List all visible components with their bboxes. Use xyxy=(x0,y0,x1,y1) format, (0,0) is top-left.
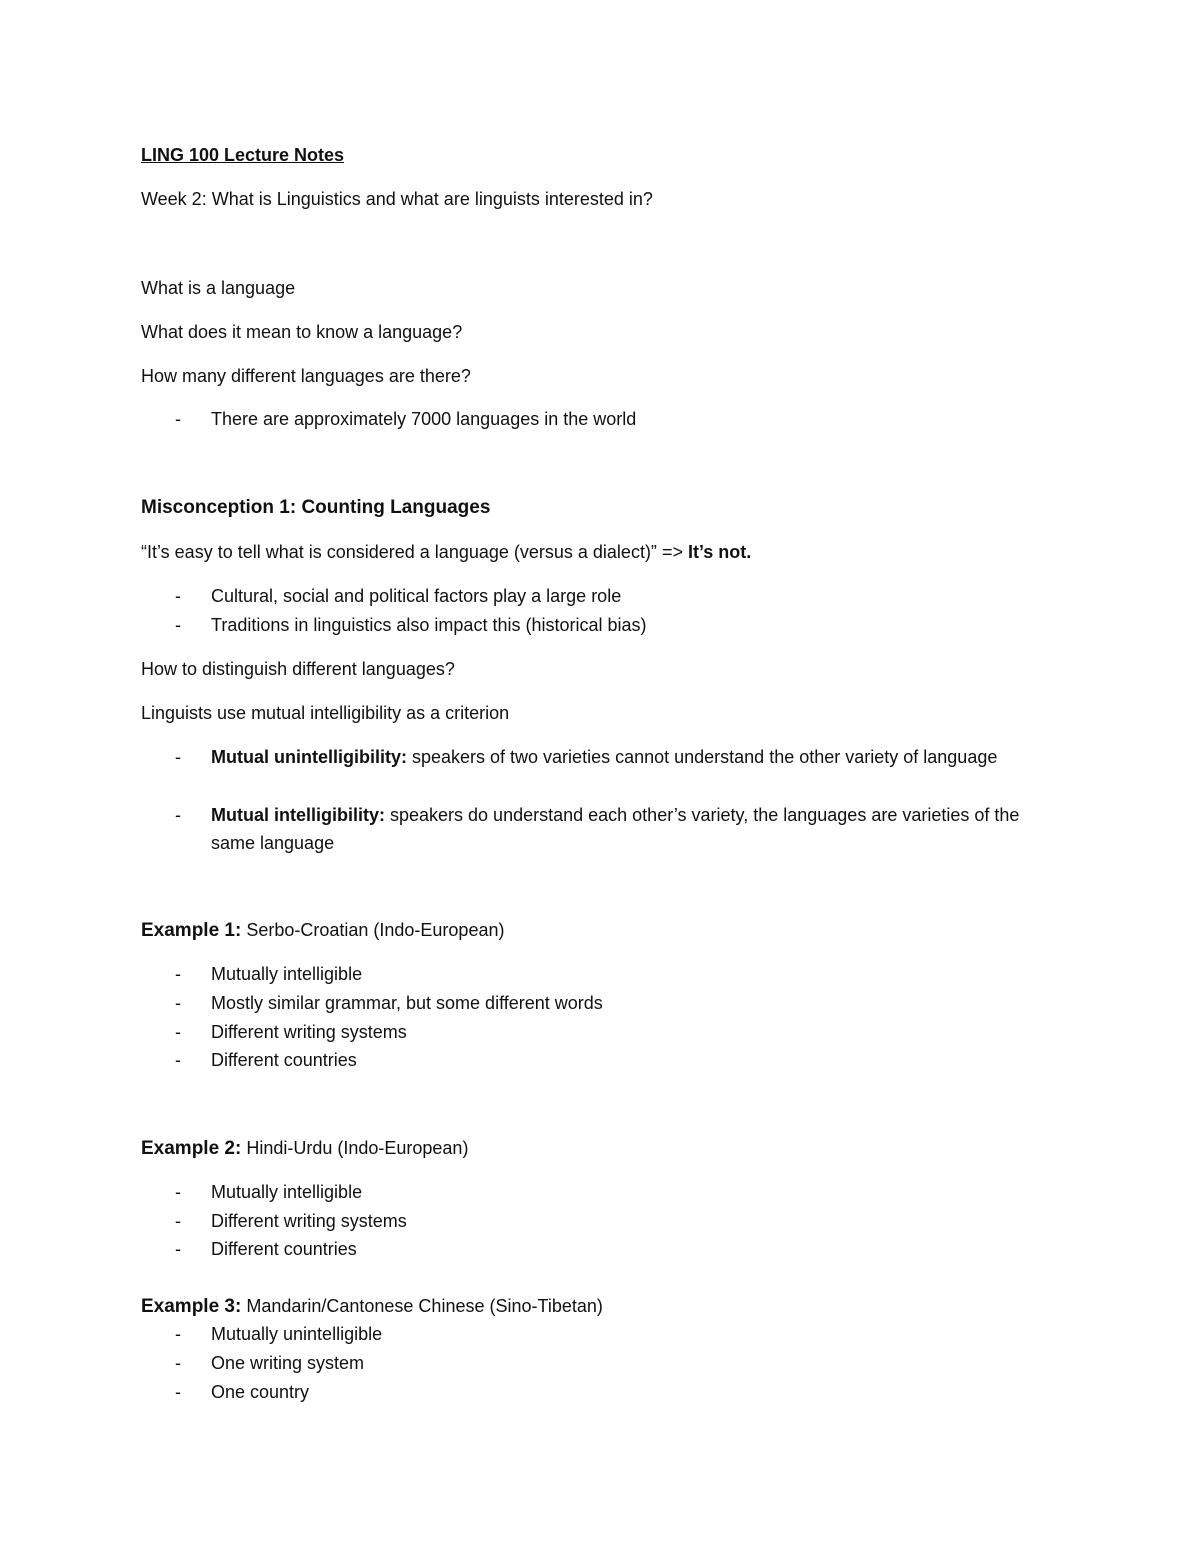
list-item xyxy=(141,582,1041,610)
example-heading xyxy=(141,1134,468,1163)
question-know-language: What does it mean to know a language? xyxy=(141,322,463,342)
list-item-text: Different writing systems xyxy=(211,1022,407,1042)
list-item-text: Mutually intelligible xyxy=(211,1182,363,1202)
list-item xyxy=(141,1378,1041,1406)
example-name: Serbo-Croatian (Indo-European) xyxy=(241,920,505,940)
week-subtitle: Week 2: What is Linguistics and what are linguists interested in? xyxy=(141,189,653,209)
list-item xyxy=(141,1235,1041,1263)
bullet-dash: - xyxy=(175,964,181,984)
definition-item xyxy=(141,743,1041,771)
distinguish-question: How to distinguish different languages? xyxy=(141,659,455,679)
misconception-heading: Misconception 1: Counting Languages xyxy=(141,497,491,518)
bullet-dash: - xyxy=(175,586,181,606)
question-what-is-language: What is a language xyxy=(141,278,296,298)
list-item xyxy=(141,1178,1041,1206)
bullet-dash: - xyxy=(175,615,181,635)
bullet-dash: - xyxy=(175,1050,181,1070)
list-item-text: Cultural, social and political factors play a large role xyxy=(211,586,622,606)
example-heading xyxy=(141,916,504,945)
example-label: Example 1: xyxy=(141,920,242,941)
bullet-dash: - xyxy=(175,1211,181,1231)
list-item xyxy=(141,989,1041,1017)
list-item-text: There are approximately 7000 languages in the world xyxy=(211,409,637,429)
definition-term: Mutual intelligibility: xyxy=(211,805,385,825)
list-item xyxy=(141,405,1041,433)
list-item xyxy=(141,611,1041,639)
misconception-quote-line xyxy=(141,538,751,566)
bullet-dash: - xyxy=(175,409,181,429)
list-item xyxy=(141,1320,1041,1348)
list-item-text: Mostly similar grammar, but some different words xyxy=(211,993,603,1013)
bullet-dash: - xyxy=(175,1353,181,1373)
list-item xyxy=(141,960,1041,988)
list-item-text: Different countries xyxy=(211,1239,357,1259)
bullet-dash: - xyxy=(175,747,181,767)
list-item-text: Traditions in linguistics also impact this (historical bias) xyxy=(211,615,647,635)
bullet-dash: - xyxy=(175,1324,181,1344)
bullet-dash: - xyxy=(175,1022,181,1042)
list-item-text: Mutually intelligible xyxy=(211,964,363,984)
definition-item xyxy=(141,801,1041,857)
definition-body: speakers of two varieties cannot understand the other variety of language xyxy=(406,747,998,767)
misconception-verdict: It’s not. xyxy=(687,542,752,562)
page-title: LING 100 Lecture Notes xyxy=(141,145,345,165)
arrow: => xyxy=(656,542,688,562)
list-item xyxy=(141,1046,1041,1074)
example-label: Example 2: xyxy=(141,1138,242,1159)
definition-text xyxy=(211,801,1041,857)
definition-term: Mutual unintelligibility: xyxy=(211,747,407,767)
list-item-text: Different countries xyxy=(211,1050,357,1070)
bullet-dash: - xyxy=(175,805,181,825)
list-item xyxy=(141,1349,1041,1377)
bullet-dash: - xyxy=(175,1382,181,1402)
bullet-dash: - xyxy=(175,1182,181,1202)
list-item-text: Different writing systems xyxy=(211,1211,407,1231)
list-item-text: One country xyxy=(211,1382,310,1402)
example-name: Mandarin/Cantonese Chinese (Sino-Tibetan) xyxy=(241,1296,603,1316)
bullet-dash: - xyxy=(175,1239,181,1259)
criterion-text: Linguists use mutual intelligibility as a criterion xyxy=(141,703,510,723)
definition-text xyxy=(211,743,1041,771)
example-label: Example 3: xyxy=(141,1296,242,1317)
list-item-text: Mutually unintelligible xyxy=(211,1324,383,1344)
definition-body: speakers do understand each other’s variety, the languages are varieties of the same language xyxy=(211,805,1020,853)
example-name: Hindi-Urdu (Indo-European) xyxy=(241,1138,469,1158)
example-heading xyxy=(141,1292,603,1321)
question-how-many: How many different languages are there? xyxy=(141,366,471,386)
list-item-text: One writing system xyxy=(211,1353,365,1373)
bullet-dash: - xyxy=(175,993,181,1013)
misconception-quote: “It’s easy to tell what is considered a language (versus a dialect)” xyxy=(141,542,657,562)
list-item xyxy=(141,1207,1041,1235)
list-item xyxy=(141,1018,1041,1046)
